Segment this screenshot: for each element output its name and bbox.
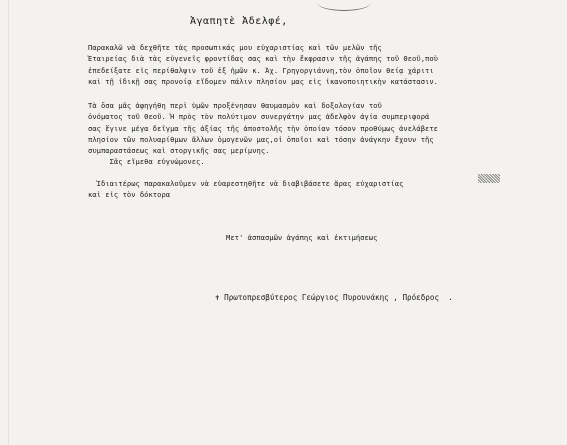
text-line: σας ἔγινε μέγα δεῖγμα τῆς ἀξίας τῆς ἀποστολῆς τὴν ὁποίαν τόσον προθύμως ἀνελάβετε bbox=[88, 123, 438, 133]
text-line: καὶ εἰς τὸν δόκτορα bbox=[88, 190, 171, 200]
text-line: συμπαραστάσεως καὶ στοργικῆς σας μερίμνης. bbox=[88, 146, 270, 156]
letter-signature: ✝ Πρωτοπρεσβύτερος Γεώργιος Πυρουνάκης , Πρόεδρος . bbox=[215, 293, 453, 302]
pen-mark bbox=[318, 0, 370, 11]
text-line: καὶ τῇ ἰδικῇ σας προνοίᾳ εἴδομεν πάλιν πλησίον μας εἰς ἱκανοποιητικὴν κατάστασιν. bbox=[88, 76, 438, 86]
letter-greeting: Ἀγαπητὲ Ἀδελφέ, bbox=[190, 16, 288, 27]
letter-closing: Μετ' ἀσπασμῶν ἀγάπης καὶ ἐκτιμήσεως bbox=[226, 233, 378, 242]
text-line: πλησίον τῶν πολυαρίθμων ἄλλων ὁμογενῶν μας,οἱ ὁποῖοι καὶ τόσην ἀνάγκην ἔχουν τῆς bbox=[88, 134, 434, 144]
paragraph-praise bbox=[88, 100, 554, 168]
text-line: ἐπεδείξατε εἰς περίθαλψιν τοῦ ἐξ ἡμῶν κ. Ἀχ. Γρηγοργιάννη,τὸν ὁποῖον θείᾳ χάριτι bbox=[88, 65, 434, 75]
text-line: Σᾶς εἴμεθα εὐγνώμονες. bbox=[88, 157, 205, 167]
text-line: Ἑταιρείας διὰ τὰς εὐγενεῖς φροντίδας σας καὶ τὴν ἔκφρασιν τῆς ἀγάπης τοῦ Θεοῦ,ποὺ bbox=[88, 54, 438, 64]
text-line: ὀνόματος τοῦ Θεοῦ. Ἡ πρὸς τὸν πολύτιμον συνεργάτην μας ἀδελφὸν ἁγία συμπεριφορά bbox=[88, 112, 430, 122]
paragraph-thanks bbox=[88, 42, 554, 87]
paper-edge-shadow bbox=[8, 0, 9, 445]
text-line: Ἰδιαιτέρως παρακαλοῦμεν νὰ εὐαρεστηθῆτε νὰ διαβιβάσετε ἄρας εὐχαριστίας bbox=[88, 179, 404, 188]
text-line: Τὰ ὅσα μᾶς ἀφηγήθη περὶ ὑμῶν προξένησαν θαυμασμὸν καὶ δοξολογίαν τοῦ bbox=[88, 101, 382, 110]
text-line: Παρακαλῶ νὰ δεχθῆτε τὰς προσωπικάς μου εὐχαριστίας καὶ τῶν μελῶν τῆς bbox=[88, 43, 382, 52]
paragraph-request bbox=[88, 178, 554, 201]
